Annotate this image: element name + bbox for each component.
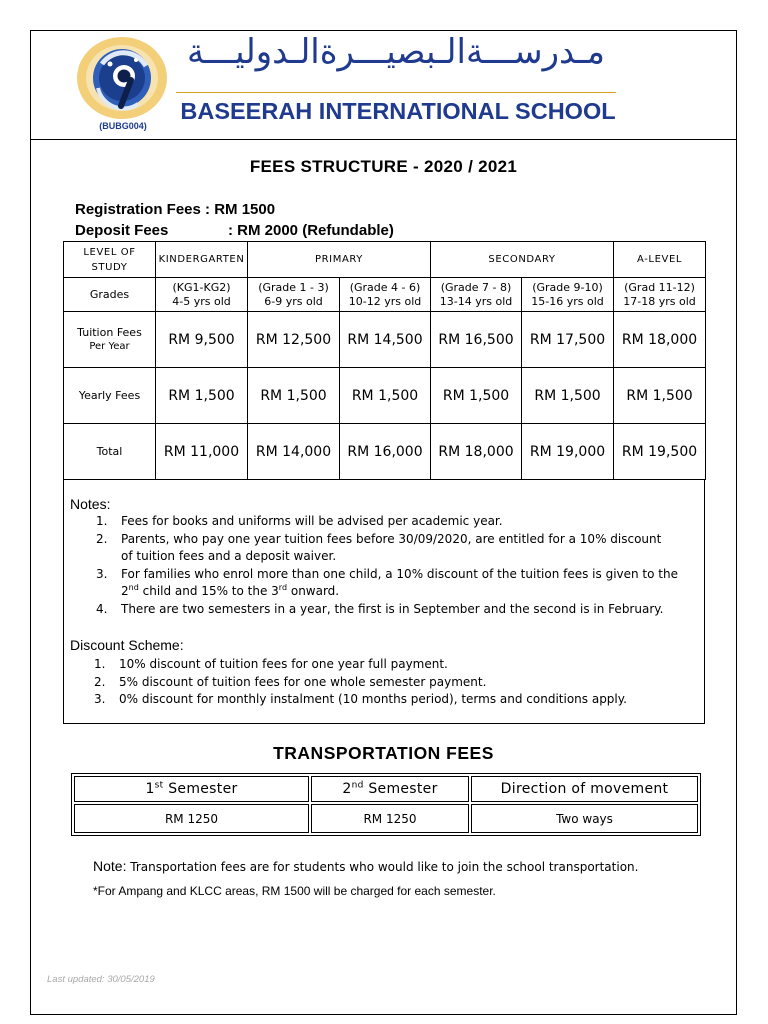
discount-number: 1. — [94, 657, 106, 671]
tuition-label: Tuition Fees — [77, 325, 142, 339]
header-text: 2 — [342, 781, 352, 797]
registration-fees-label: Registration Fees : — [75, 201, 211, 218]
discount-scheme-title: Discount Scheme: — [70, 637, 184, 653]
note-superscript: nd — [128, 583, 139, 592]
level-kindergarten: KINDERGARTEN — [156, 242, 248, 278]
transportation-fees-title: TRANSPORTATION FEES — [273, 743, 494, 763]
header-text: 1 — [145, 781, 155, 797]
note-text: Fees for books and uniforms will be advised per academic year. — [121, 514, 503, 528]
discount-text: 5% discount of tuition fees for one whole semester payment. — [119, 674, 487, 689]
discount-item — [94, 656, 694, 674]
tuition-cell: RM 17,500 — [522, 312, 614, 368]
school-logo-icon — [76, 36, 168, 120]
note-item — [96, 513, 696, 531]
level-secondary: SECONDARY — [431, 242, 614, 278]
note-text: Parents, who pay one year tuition fees before 30/09/2020, are entitled for a 10% discount — [121, 531, 662, 546]
discount-text: 0% discount for monthly instalment (10 months period), terms and conditions apply. — [119, 692, 627, 706]
total-label: Total — [64, 424, 156, 480]
yearly-fees-cell: RM 1,500 — [522, 368, 614, 424]
note-superscript: rd — [278, 583, 288, 592]
grade-cell — [156, 278, 248, 312]
fees-table — [63, 241, 706, 480]
grade-range: (KG1-KG2) — [172, 280, 231, 294]
note-text: onward. — [287, 584, 340, 598]
note-number: 4. — [96, 601, 108, 616]
header-superscript: st — [154, 780, 164, 791]
deposit-fees-value: : RM 2000 (Refundable) — [228, 222, 394, 239]
yearly-fees-row — [64, 368, 706, 424]
header-superscript: nd — [351, 780, 364, 791]
yearly-fees-cell: RM 1,500 — [248, 368, 340, 424]
notes-title: Notes: — [70, 496, 111, 512]
first-semester-header — [74, 776, 309, 802]
grade-age: 4-5 yrs old — [172, 294, 231, 308]
discount-number: 2. — [94, 674, 106, 689]
registration-fees — [75, 201, 275, 218]
total-cell: RM 11,000 — [156, 424, 248, 480]
note-text: Transportation fees are for students who would like to join the school transportation. — [126, 860, 639, 874]
deposit-fees — [75, 222, 394, 239]
header-text: Semester — [163, 781, 238, 797]
level-row — [64, 242, 706, 278]
discount-list — [94, 656, 694, 709]
level-of-study-label: LEVEL OF STUDY — [64, 242, 156, 278]
transport-header-row — [74, 776, 698, 802]
direction-value: Two ways — [471, 804, 698, 833]
notes-list — [96, 513, 696, 618]
tuition-cell: RM 9,500 — [156, 312, 248, 368]
tuition-cell: RM 18,000 — [614, 312, 706, 368]
grade-cell — [340, 278, 431, 312]
note-text: There are two semesters in a year, the first is in September and the second is in February. — [121, 601, 664, 616]
discount-item — [94, 691, 694, 709]
grade-cell — [431, 278, 522, 312]
header-text: Semester — [363, 781, 438, 797]
total-row — [64, 424, 706, 480]
transportation-table — [71, 773, 701, 836]
grade-age: 17-18 yrs old — [623, 294, 696, 308]
yearly-fees-cell: RM 1,500 — [156, 368, 248, 424]
header-divider — [30, 139, 737, 140]
note-item — [96, 566, 696, 601]
total-cell: RM 14,000 — [248, 424, 340, 480]
total-cell: RM 18,000 — [431, 424, 522, 480]
note-text: of tuition fees and a deposit waiver. — [121, 549, 337, 563]
grades-label: Grades — [64, 278, 156, 312]
school-name-arabic: مـدرســـةالـبصيـــرةالـدوليـــة — [186, 32, 606, 72]
second-semester-fee: RM 1250 — [311, 804, 469, 833]
grade-range: (Grad 11-12) — [624, 280, 695, 294]
yearly-fees-cell: RM 1,500 — [431, 368, 522, 424]
total-cell: RM 19,500 — [614, 424, 706, 480]
school-name: BASEERAH INTERNATIONAL SCHOOL — [180, 98, 616, 124]
grade-range: (Grade 9-10) — [532, 280, 603, 294]
note-text: For families who enrol more than one child, a 10% discount of the tuition fees is given to the — [121, 566, 678, 581]
last-updated: Last updated: 30/05/2019 — [47, 974, 155, 985]
grade-age: 6-9 yrs old — [264, 294, 323, 308]
note-number: 3. — [96, 566, 108, 581]
tuition-per-year: Per Year — [89, 340, 130, 352]
transport-value-row — [74, 804, 698, 833]
grade-range: (Grade 7 - 8) — [440, 280, 512, 294]
note-text: child and 15% to the 3 — [138, 584, 279, 598]
discount-number: 3. — [94, 692, 106, 706]
tuition-cell: RM 14,500 — [340, 312, 431, 368]
grade-range: (Grade 1 - 3) — [258, 280, 329, 294]
grade-age: 10-12 yrs old — [348, 294, 422, 308]
tuition-cell: RM 12,500 — [248, 312, 340, 368]
note-number: 1. — [96, 514, 108, 528]
level-primary: PRIMARY — [248, 242, 431, 278]
klcc-note: *For Ampang and KLCC areas, RM 1500 will be charged for each semester. — [93, 884, 496, 898]
note-item — [96, 531, 696, 566]
deposit-fees-label: Deposit Fees — [75, 222, 169, 239]
level-a-level: A-LEVEL — [614, 242, 706, 278]
grade-age: 15-16 yrs old — [531, 294, 604, 308]
discount-text: 10% discount of tuition fees for one year full payment. — [119, 657, 448, 671]
grade-range: (Grade 4 - 6) — [349, 280, 421, 294]
transportation-note — [93, 858, 638, 874]
grade-cell — [522, 278, 614, 312]
note-number: 2. — [96, 531, 108, 546]
yearly-fees-cell: RM 1,500 — [614, 368, 706, 424]
fees-structure-title: FEES STRUCTURE - 2020 / 2021 — [249, 157, 518, 176]
total-cell: RM 16,000 — [340, 424, 431, 480]
tuition-fees-label — [64, 312, 156, 368]
registration-fees-value: RM 1500 — [214, 201, 276, 218]
discount-item — [94, 674, 694, 692]
grades-row — [64, 278, 706, 312]
grade-age: 13-14 yrs old — [439, 294, 513, 308]
direction-header: Direction of movement — [471, 776, 698, 802]
tuition-cell: RM 16,500 — [431, 312, 522, 368]
total-cell: RM 19,000 — [522, 424, 614, 480]
second-semester-header — [311, 776, 469, 802]
tuition-row — [64, 312, 706, 368]
grade-cell — [614, 278, 706, 312]
header-gold-rule — [176, 92, 616, 93]
note-text: 2 — [121, 584, 129, 598]
school-code: (BUBG004) — [99, 121, 147, 131]
yearly-fees-label: Yearly Fees — [64, 368, 156, 424]
yearly-fees-cell: RM 1,500 — [340, 368, 431, 424]
first-semester-fee: RM 1250 — [74, 804, 309, 833]
note-label: Note: — [93, 858, 127, 874]
note-item — [96, 601, 696, 619]
grade-cell — [248, 278, 340, 312]
